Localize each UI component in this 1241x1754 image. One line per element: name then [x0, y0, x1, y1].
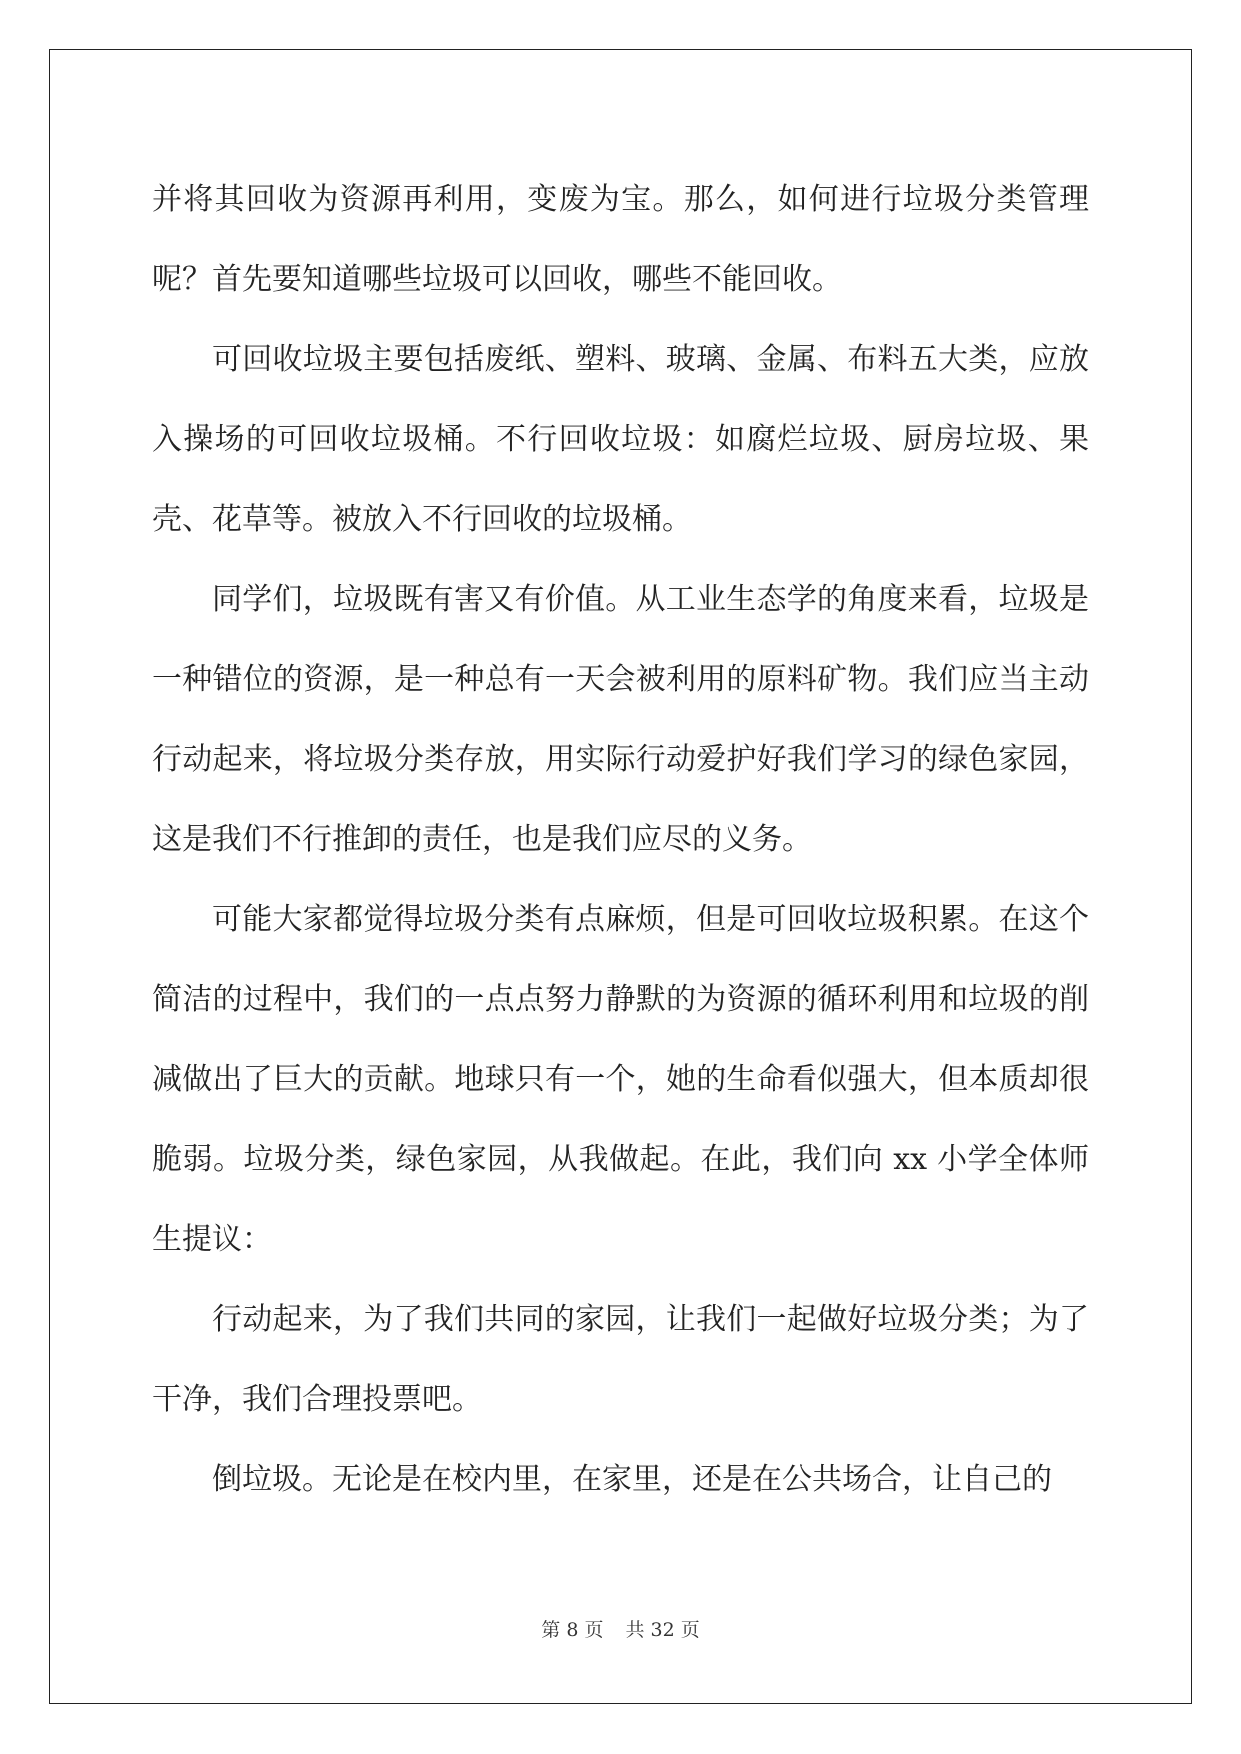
- paragraph-2: 可回收垃圾主要包括废纸、塑料、玻璃、金属、布料五大类，应放入操场的可回收垃圾桶。不行回收垃圾：如腐烂垃圾、厨房垃圾、果壳、花草等。被放入不行回收的垃圾桶。: [152, 342, 1089, 537]
- document-body: [152, 160, 1089, 1520]
- page-footer: [0, 1615, 1241, 1642]
- paragraph-5: 行动起来，为了我们共同的家园，让我们一起做好垃圾分类；为了干净，我们合理投票吧。: [152, 1302, 1089, 1417]
- page-total: 共 32 页: [625, 1619, 700, 1641]
- paragraph-1: 并将其回收为资源再利用，变废为宝。那么，如何进行垃圾分类管理呢？首先要知道哪些垃圾可以回收，哪些不能回收。: [152, 182, 1089, 297]
- paragraph-6: 倒垃圾。无论是在校内里，在家里，还是在公共场合，让自己的: [212, 1462, 1052, 1497]
- paragraph-3: 同学们，垃圾既有害又有价值。从工业生态学的角度来看，垃圾是一种错位的资源，是一种总有一天会被利用的原料矿物。我们应当主动行动起来，将垃圾分类存放，用实际行动爱护好我们学习的绿色家园，这是我们不行推卸的责任，也是我们应尽的义务。: [152, 582, 1089, 857]
- paragraph-4: 可能大家都觉得垃圾分类有点麻烦，但是可回收垃圾积累。在这个简洁的过程中，我们的一点点努力静默的为资源的循环利用和垃圾的削减做出了巨大的贡献。地球只有一个，她的生命看似强大，但本质却很脆弱。垃圾分类，绿色家园，从我做起。在此，我们向 xx 小学全体师生提议：: [152, 902, 1089, 1257]
- page-number: 第 8 页: [541, 1619, 604, 1641]
